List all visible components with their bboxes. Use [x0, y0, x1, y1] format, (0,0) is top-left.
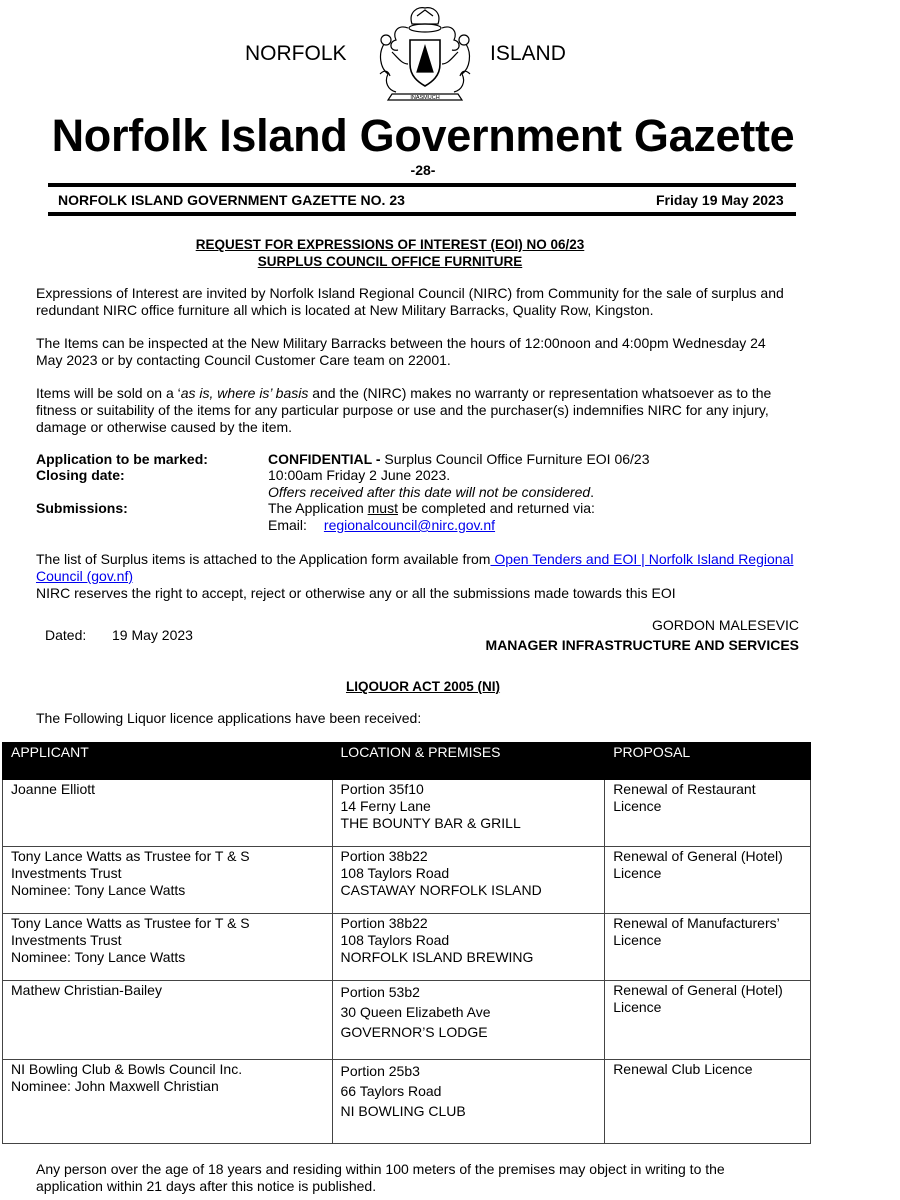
application-marked-value [268, 451, 650, 468]
proposal-text-2: Licence [613, 932, 662, 948]
applicant-text-2: Investments Trust [11, 932, 122, 948]
objection-line2: application within 21 days after this notice is published. [36, 1178, 377, 1194]
eoi-paragraph-3-italic: as is, where is’ basis [180, 385, 309, 401]
liquor-licence-table [2, 742, 811, 1144]
address-text: 66 Taylors Road [340, 1083, 442, 1099]
proposal-cell [605, 981, 811, 1060]
address-text: 108 Taylors Road [340, 932, 450, 948]
surplus-list-paragraph [36, 551, 811, 602]
premises-text: CASTAWAY NORFOLK ISLAND [340, 882, 542, 898]
gazette-title: Norfolk Island Government Gazette [51, 110, 795, 161]
header-left-word: NORFOLK [245, 42, 347, 65]
objection-notice [36, 1161, 811, 1195]
applicant-cell [3, 847, 333, 914]
proposal-text: Renewal of General (Hotel) [613, 848, 783, 864]
eoi-paragraph-1-line2: redundant NIRC office furniture all which is located at New Military Barracks, Quality Row, Kingston. [36, 302, 654, 318]
submissions-pre: The Application [268, 500, 368, 516]
address-text: 30 Queen Elizabeth Ave [340, 1004, 491, 1020]
confidential-text: CONFIDENTIAL - [268, 451, 381, 467]
email-link[interactable]: regionalcouncil@nirc.gov.nf [323, 517, 496, 533]
proposal-text-2: Licence [613, 865, 662, 881]
premises-text: NI BOWLING CLUB [340, 1103, 466, 1119]
closing-note-end: . [590, 484, 595, 500]
surplus-list-line1 [36, 551, 811, 568]
eoi-paragraph-3-post: and the (NIRC) makes no warranty or representation whatsoever as to the [308, 385, 772, 401]
svg-text:INASMUCH: INASMUCH [410, 95, 440, 101]
gazette-date: Friday 19 May 2023 [656, 192, 784, 208]
applicant-text-2: Investments Trust [11, 865, 122, 881]
eoi-title [0, 236, 780, 270]
closing-date-label: Closing date: [36, 467, 125, 483]
location-cell [332, 981, 605, 1060]
eoi-paragraph-3 [36, 385, 811, 436]
column-header-proposal: PROPOSAL [605, 743, 811, 780]
applicant-text: Mathew Christian-Bailey [11, 982, 162, 998]
portion-text: Portion 53b2 [340, 984, 420, 1000]
address-text: 108 Taylors Road [340, 865, 450, 881]
address-text: 14 Ferny Lane [340, 798, 431, 814]
eoi-paragraph-1-line1: Expressions of Interest are invited by Norfolk Island Regional Council (NIRC) from Community for the sale of surplus and [36, 285, 784, 301]
header-right-word: ISLAND [490, 42, 566, 65]
premises-text: NORFOLK ISLAND BREWING [340, 949, 534, 965]
header-rule-bottom [48, 212, 796, 216]
table-row [3, 847, 811, 914]
objection-line1: Any person over the age of 18 years and residing within 100 meters of the premises may object in writing to the [36, 1161, 725, 1177]
eoi-paragraph-1 [36, 285, 811, 319]
page-number: -28- [410, 162, 436, 178]
surplus-list-text: The list of Surplus items is attached to the Application form available from [36, 551, 491, 567]
closing-note-italic: Offers received after this date will not be considered [268, 484, 591, 500]
application-marked-rest: Surplus Council Office Furniture EOI 06/23 [380, 451, 650, 467]
premises-text: GOVERNOR’S LODGE [340, 1024, 488, 1040]
application-marked-label: Application to be marked: [36, 451, 208, 467]
table-row [3, 1060, 811, 1144]
location-cell [332, 780, 605, 847]
applicant-cell [3, 914, 333, 981]
portion-text: Portion 35f10 [340, 781, 424, 797]
liquor-intro: The Following Liquor licence applications have been received: [36, 710, 422, 726]
email-line [268, 517, 495, 534]
gazette-number: NORFOLK ISLAND GOVERNMENT GAZETTE NO. 23 [58, 192, 405, 208]
coat-of-arms-crest [370, 2, 480, 106]
proposal-text-2: Licence [613, 798, 662, 814]
applicant-cell [3, 780, 333, 847]
portion-text: Portion 25b3 [340, 1063, 420, 1079]
proposal-text-2: Licence [613, 999, 662, 1015]
nominee-text: Nominee: Tony Lance Watts [11, 949, 186, 965]
nominee-text: Nominee: Tony Lance Watts [11, 882, 186, 898]
proposal-cell [605, 847, 811, 914]
eoi-paragraph-3-pre: Items will be sold on a ‘ [36, 385, 181, 401]
table-row [3, 981, 811, 1060]
open-tenders-link-cont[interactable]: Council (gov.nf) [36, 568, 134, 584]
closing-note [268, 484, 594, 501]
proposal-cell [605, 780, 811, 847]
header-rule-top [48, 183, 796, 187]
eoi-paragraph-3-line3: damage or otherwise caused by the item. [36, 419, 293, 435]
eoi-paragraph-3-line1 [36, 385, 811, 402]
proposal-cell [605, 1060, 811, 1144]
eoi-title-line1: REQUEST FOR EXPRESSIONS OF INTEREST (EOI) NO 06/23 [195, 237, 585, 252]
email-label: Email: [268, 517, 307, 533]
applicant-text: NI Bowling Club & Bowls Council Inc. [11, 1061, 243, 1077]
table-header-row [3, 743, 811, 780]
column-header-location: LOCATION & PREMISES [332, 743, 605, 780]
open-tenders-link[interactable]: Open Tenders and EOI | Norfolk Island Regional [490, 551, 794, 567]
location-cell [332, 1060, 605, 1144]
column-header-applicant: APPLICANT [3, 743, 333, 780]
proposal-cell [605, 914, 811, 981]
table-row [3, 780, 811, 847]
location-cell [332, 847, 605, 914]
signatory-name: GORDON MALESEVIC [651, 617, 799, 633]
submissions-value [268, 500, 595, 517]
signatory-title: MANAGER INFRASTRUCTURE AND SERVICES [485, 637, 799, 653]
dated-value: 19 May 2023 [112, 627, 193, 643]
applicant-text: Tony Lance Watts as Trustee for T & S [11, 848, 250, 864]
nominee-text: Nominee: John Maxwell Christian [11, 1078, 219, 1094]
submissions-must: must [367, 500, 398, 516]
portion-text: Portion 38b22 [340, 915, 428, 931]
closing-date-value: 10:00am Friday 2 June 2023. [268, 467, 451, 483]
applicant-cell [3, 1060, 333, 1144]
eoi-paragraph-2-line1: The Items can be inspected at the New Military Barracks between the hours of 12:00noon and 4:00pm Wednesday 24 [36, 335, 766, 351]
portion-text: Portion 38b22 [340, 848, 428, 864]
applicant-cell [3, 981, 333, 1060]
dated-label: Dated: [45, 627, 87, 643]
proposal-text: Renewal of General (Hotel) [613, 982, 783, 998]
proposal-text: Renewal of Manufacturers’ [613, 915, 780, 931]
eoi-paragraph-2 [36, 335, 811, 369]
submissions-post: be completed and returned via: [397, 500, 595, 516]
reserves-text: NIRC reserves the right to accept, reject or otherwise any or all the submissions made towards this EOI [36, 585, 676, 601]
applicant-text: Joanne Elliott [11, 781, 96, 797]
submissions-label: Submissions: [36, 500, 128, 516]
eoi-paragraph-3-line2: fitness or suitability of the items for any particular purpose or use and the purchaser(s) indemnifies NIRC for any injury, [36, 402, 769, 418]
proposal-text: Renewal of Restaurant [613, 781, 756, 797]
location-cell [332, 914, 605, 981]
table-row [3, 914, 811, 981]
eoi-paragraph-2-line2: May 2023 or by contacting Council Customer Care team on 22001. [36, 352, 451, 368]
liquor-act-title: LIQOUOR ACT 2005 (NI) [345, 679, 501, 694]
surplus-list-line2 [36, 568, 811, 585]
applicant-text: Tony Lance Watts as Trustee for T & S [11, 915, 250, 931]
proposal-text: Renewal Club Licence [613, 1061, 753, 1077]
eoi-title-line2: SURPLUS COUNCIL OFFICE FURNITURE [257, 254, 523, 269]
premises-text: THE BOUNTY BAR & GRILL [340, 815, 521, 831]
